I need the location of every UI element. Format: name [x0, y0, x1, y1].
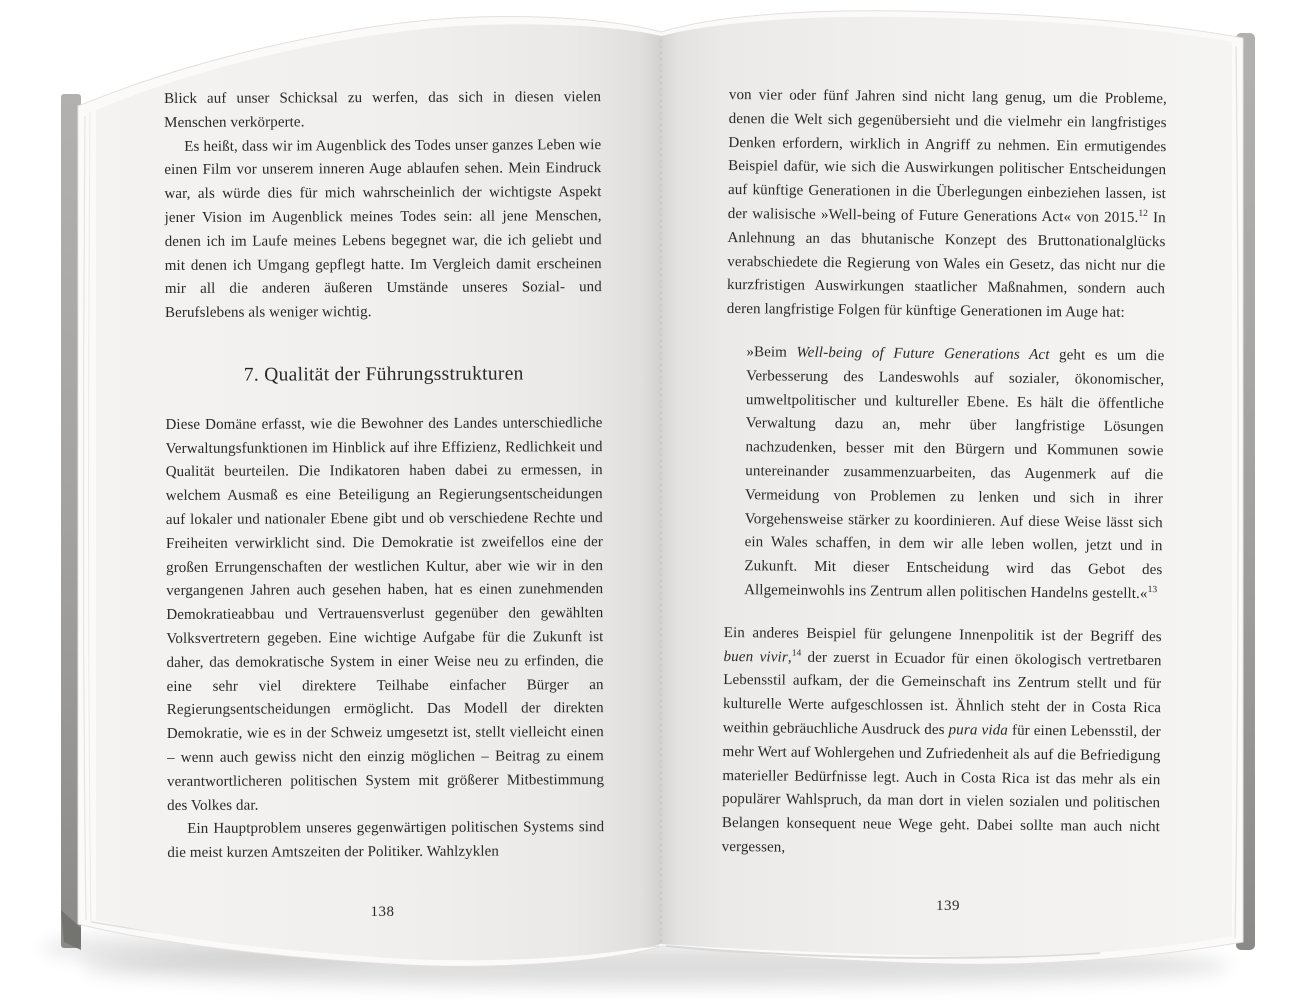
text-run: Diese Domäne erfasst, wie die Bewohner des Landes unterschiedliche Verwaltungsfunktionen im Hinblick auf ihre Effizienz, Redlichkeit und Qualität beurteilen. Die Indikatoren haben dabei zu ermessen, in welchem Ausmaß es eine Beteiligung an Regierungsentscheidungen auf lokaler und nationaler Ebene gibt und ob verschiedene Rechte und Freiheiten verwirklicht sind. Die Demokratie ist zweifellos eine der großen Errungenschaften der westlichen Kultur, aber wie wir in den vergangenen Jahren auch gesehen haben, hat es einen zunehmenden Demokratieabbau und Vertrauensverlust gegenüber den gewählten Volksvertretern gegeben. Eine wichtige Aufgabe für die Zukunft ist daher, das demokratische System in einer Weise neu zu erfinden, die eine sehr viel direktere Teilhabe einfacher Bürger an Regierungsentscheidungen ermöglicht. Das Modell der direkten Demokratie, wie es in der Schweiz umgesetzt ist, stellt vielleicht einen – wenn auch gewiss nicht den einzig möglichen – Beitrag zu einem verantwortlicheren politischen System mit größerer Mitbestimmung des Volkes dar.: [165, 414, 605, 814]
text-run: geht es um die Verbesserung des Landeswohls auf sozialer, ökonomischer, umweltpolitischer und kultureller Ebene. Es hält die öffentliche Verwaltung dazu an, mehr über langfristige Lösungen nachzudenken, besser mit den Bürgern und Kommunen sowie untereinander zusammenzuarbeiten, das Augenmerk auf die Vermeidung von Problemen zu lenken und sich in ihrer Vorgehensweise stärker zu koordinieren. Auf diese Weise lässt sich ein Wales schaffen, in dem wir alle leben wollen, jetzt und in Zukunft. Mit dieser Entscheidung wird das Gebot des Allgemeinwohls ins Zentrum allen politischen Handelns gestellt.«: [744, 347, 1165, 602]
text-run: Ein Hauptproblem unseres gegenwärtigen politischen Systems sind die meist kurzen Amtszeiten der Politiker. Wahlzyklen: [167, 819, 605, 862]
text-run: 7. Qualität der Führungsstrukturen: [243, 363, 524, 386]
text-run: Ein anderes Beispiel für gelungene Innenpolitik ist der Begriff des: [723, 624, 1162, 645]
text-run: von vier oder fünf Jahren sind nicht lang genug, um die Probleme, denen die Welt sich gegenübersieht und die vielmehr ein langfristiges Denken erfordern, wirklich in Angriff zu nehmen. Ein ermutigendes Beispiel dafür, wie sich die Auswirkungen politischer Entscheidungen auf künftige Generationen in die Überlegungen einbeziehen lassen, ist der walisische »Well-being of Future Generations Act« von 2015.: [727, 86, 1167, 226]
paragraph: [164, 134, 602, 326]
italic-run: Well-being of Future Generations Act: [796, 344, 1050, 364]
paragraph: [165, 412, 604, 818]
paragraph: [164, 86, 601, 136]
footnote-reference: 14: [791, 648, 802, 659]
text-run: ,: [787, 649, 792, 666]
text-run: »Beim: [746, 344, 797, 361]
text-run: In Anlehnung an das bhutanische Konzept des Bruttonationalglücks verabschiedete die Regierung von Wales ein Gesetz, das nicht nur die kurzfristigen Auswirkungen staatlicher Maßnahmen, sondern auch deren langfristige Folgen für künftige Generationen im Auge hat:: [726, 210, 1166, 321]
italic-run: buen vivir: [723, 648, 788, 666]
left-page-number: 138: [370, 904, 395, 920]
text-run: Es heißt, dass wir im Augenblick des Todes unser ganzes Leben wie einen Film vor unserem inneren Auge ablaufen sehen. Mein Eindruck war, als würde dies für mich wahrscheinlich der wichtigste Aspekt jener Vision im Augenblick meines Todes sein: all jene Menschen, denen ich im Laufe meines Lebens begegnet war, die ich geliebt und mit denen ich Umgang gepflegt hatte. Im Vergleich damit erscheinen mir all die anderen äußeren Umstände unseres Sozial- und Berufslebens als weniger wichtig.: [164, 136, 602, 322]
footnote-reference: 13: [1147, 584, 1158, 596]
text-run: für einen Lebensstil, der mehr Wert auf Wohlergehen und Zufriedenheit als auf die Befriedigung materieller Bedürfnisse legt. Auch in Costa Rica ist das mehr als ein populärer Wahlspruch, da man dort in vielen sozialen und politischen Belangen konsequent neue Wege geht. Dabei sollte man auch nicht vergessen,: [721, 722, 1161, 856]
paragraph: [167, 816, 604, 866]
text-run: Blick auf unser Schicksal zu werfen, das sich in diesen vielen Menschen verkörperte.: [164, 89, 602, 131]
footnote-reference: 12: [1138, 208, 1148, 220]
blockquote: [744, 341, 1164, 607]
italic-run: pura vida: [948, 722, 1009, 739]
paragraph: [722, 622, 1162, 864]
paragraph: [727, 84, 1167, 326]
text-run: der zuerst in Ecuador für einen ökologisch vertretbaren Lebensstil aufkam, der die Gemeinschaft ins Zentrum stellt und für kulturelle Werte aufgeschlossen ist. Ähnlich steht der in Costa Rica weithin gebräuchliche Ausdruck des: [722, 649, 1162, 739]
section-heading: [165, 362, 602, 388]
right-page-text: [721, 84, 1167, 906]
left-page-text: [164, 86, 605, 900]
right-page-number: 139: [936, 898, 960, 914]
